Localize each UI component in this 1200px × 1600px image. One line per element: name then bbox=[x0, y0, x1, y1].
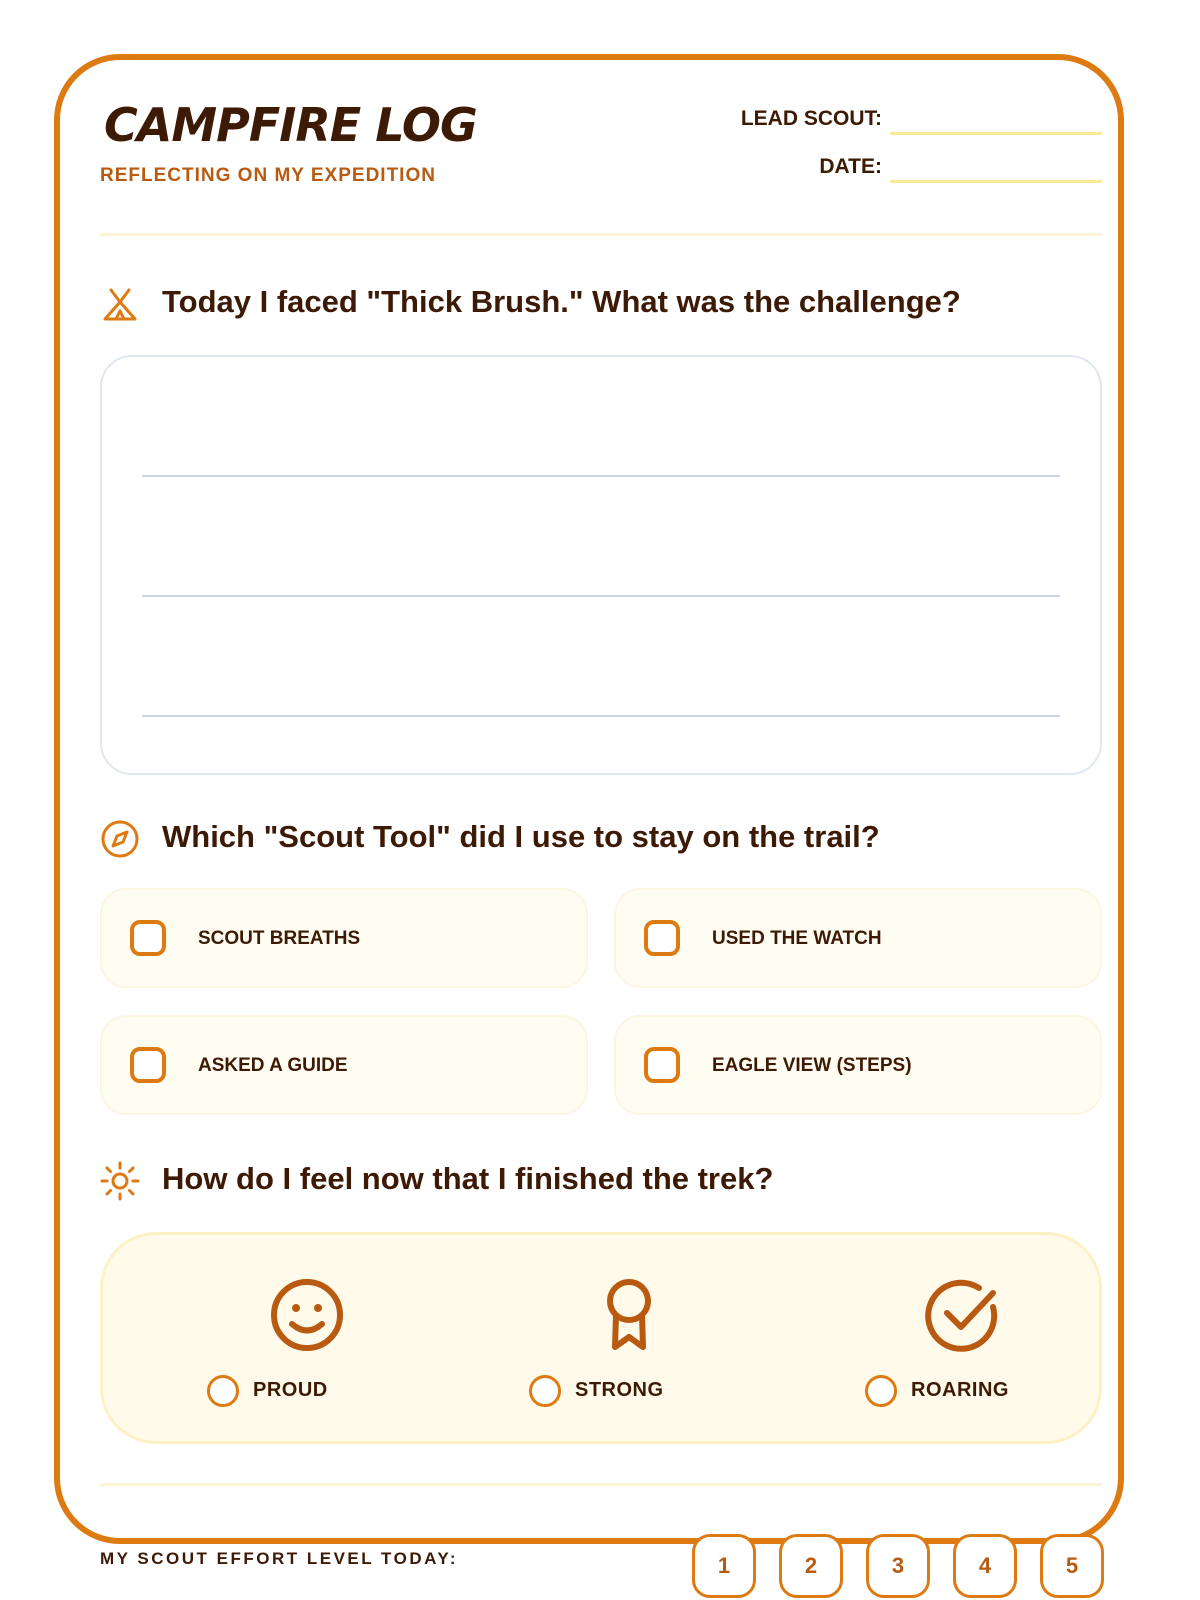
tool-option-asked-a-guide[interactable] bbox=[100, 1015, 588, 1115]
feeling-panel bbox=[100, 1232, 1102, 1444]
challenge-question-text: Today I faced "Thick Brush." What was the challenge? bbox=[162, 284, 961, 319]
tool-option-label: ASKED A GUIDE bbox=[198, 1055, 348, 1076]
mood-roaring[interactable] bbox=[833, 1277, 1093, 1427]
tool-option-label: USED THE WATCH bbox=[712, 928, 882, 949]
page-title: CAMPFIRE LOG bbox=[104, 98, 477, 152]
footer-divider bbox=[100, 1483, 1102, 1486]
mood-proud[interactable] bbox=[177, 1277, 437, 1427]
tool-checkbox[interactable] bbox=[644, 1047, 680, 1083]
effort-label: MY SCOUT EFFORT LEVEL TODAY: bbox=[100, 1549, 459, 1568]
challenge-answer-box[interactable] bbox=[100, 355, 1102, 775]
date-label: DATE: bbox=[819, 155, 882, 178]
tool-checkbox[interactable] bbox=[130, 920, 166, 956]
header-divider bbox=[100, 233, 1102, 236]
tool-option-eagle-view[interactable] bbox=[614, 1015, 1102, 1115]
tool-option-used-the-watch[interactable] bbox=[614, 888, 1102, 988]
effort-level-5[interactable]: 5 bbox=[1040, 1534, 1104, 1598]
answer-line bbox=[142, 595, 1060, 597]
sun-icon bbox=[100, 1161, 140, 1199]
lead-scout-label: LEAD SCOUT: bbox=[740, 107, 882, 130]
mood-label: STRONG bbox=[575, 1379, 664, 1401]
answer-line bbox=[142, 715, 1060, 717]
effort-level-4[interactable]: 4 bbox=[953, 1534, 1017, 1598]
page-subtitle: REFLECTING ON MY EXPEDITION bbox=[100, 165, 436, 186]
tool-checkbox[interactable] bbox=[130, 1047, 166, 1083]
award-ribbon-icon bbox=[589, 1277, 669, 1357]
lead-scout-field[interactable] bbox=[890, 132, 1102, 135]
mood-radio[interactable] bbox=[865, 1375, 897, 1407]
tool-checkbox[interactable] bbox=[644, 920, 680, 956]
tool-option-scout-breaths[interactable] bbox=[100, 888, 588, 988]
mood-strong[interactable] bbox=[499, 1277, 759, 1427]
mood-radio[interactable] bbox=[529, 1375, 561, 1407]
effort-level-1[interactable]: 1 bbox=[692, 1534, 756, 1598]
mood-label: ROARING bbox=[911, 1379, 1009, 1401]
mood-radio[interactable] bbox=[207, 1375, 239, 1407]
effort-level-2[interactable]: 2 bbox=[779, 1534, 843, 1598]
compass-icon bbox=[100, 819, 140, 857]
effort-level-3[interactable]: 3 bbox=[866, 1534, 930, 1598]
mood-label: PROUD bbox=[253, 1379, 328, 1401]
smiley-face-icon bbox=[267, 1277, 347, 1357]
tool-question-text: Which "Scout Tool" did I use to stay on the trail? bbox=[162, 819, 880, 854]
answer-line bbox=[142, 475, 1060, 477]
tent-icon bbox=[100, 284, 140, 322]
feeling-question-text: How do I feel now that I finished the trek? bbox=[162, 1161, 774, 1196]
check-circle-icon bbox=[923, 1277, 1003, 1357]
tool-option-label: EAGLE VIEW (STEPS) bbox=[712, 1055, 912, 1076]
date-field[interactable] bbox=[890, 180, 1102, 183]
tool-option-label: SCOUT BREATHS bbox=[198, 928, 361, 949]
